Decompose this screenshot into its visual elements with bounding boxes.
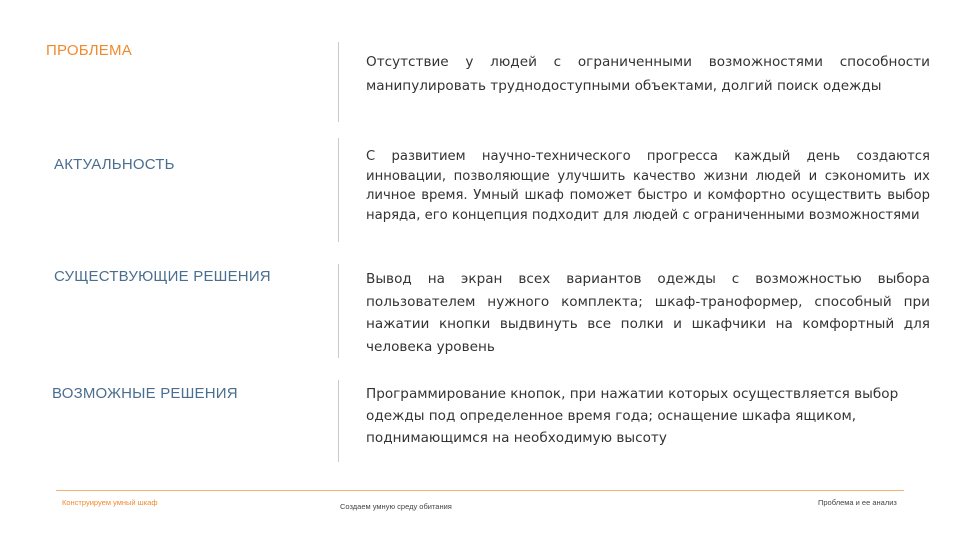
- heading-possible-solutions: ВОЗМОЖНЫЕ РЕШЕНИЯ: [52, 385, 238, 402]
- footer-line: [56, 490, 904, 491]
- text-existing-solutions: Вывод на экран всех вариантов одежды с возможностью выбора пользователем нужного комплекта; шкаф-траноформер, способный при нажатии кнопки выдвинуть все полки и шкафчики на комфортный для человека уровень: [366, 271, 930, 355]
- divider-existing-solutions: [338, 264, 339, 358]
- heading-existing-solutions: СУЩЕСТВУЮЩИЕ РЕШЕНИЯ: [54, 268, 271, 285]
- divider-problem: [338, 42, 339, 122]
- divider-possible-solutions: [338, 380, 339, 462]
- footer-right-text: Проблема и ее анализ: [818, 498, 897, 507]
- divider-relevance: [338, 138, 339, 242]
- heading-problem: ПРОБЛЕМА: [46, 42, 132, 59]
- footer-center-text: Создаем умную среду обитания: [340, 502, 452, 511]
- footer-left-text: Конструируем умный шкаф: [62, 498, 158, 507]
- text-possible-solutions: Программирование кнопок, при нажатии которых осуществляется выбор одежды под определенное время года; оснащение шкафа ящиком, поднимающимся на необходимую высоту: [366, 386, 899, 446]
- text-problem: Отсутствие у людей с ограниченными возможностями способности манипулировать труднодоступными объектами, долгий поиск одежды: [366, 54, 930, 94]
- text-relevance: С развитием научно-технического прогресса каждый день создаются инновации, позволяющие улучшить качество жизни людей и сэкономить их личное время. Умный шкаф поможет быстро и комфортно осуществить выбор наряда, его концепция подходит для людей с ограниченными возможностями: [366, 149, 930, 223]
- heading-relevance: АКТУАЛЬНОСТЬ: [54, 156, 175, 173]
